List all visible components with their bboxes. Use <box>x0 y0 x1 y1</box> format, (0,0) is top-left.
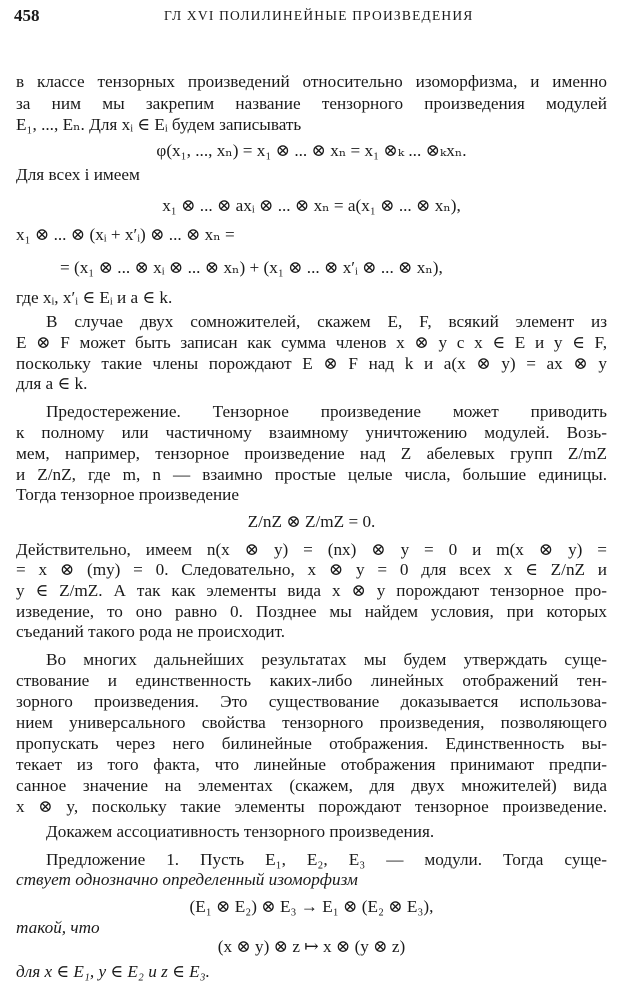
page-header <box>14 6 610 28</box>
text-line: текает из того факта, что линейные отображения принимают предпи- <box>16 755 607 774</box>
text-line: E₁, ..., Eₙ. Для xᵢ ∈ Eᵢ будем записывать <box>16 115 302 134</box>
text-line: в классе тензорных произведений относительно изоморфизма, и именно <box>16 72 607 91</box>
formula-line: x₁ ⊗ ... ⊗ (xᵢ + x′ᵢ) ⊗ ... ⊗ xₙ = <box>16 225 235 244</box>
proposition-line: ствует однозначно определенный изоморфизм <box>16 870 358 889</box>
text-line: к полному или частичному взаимному уничтожению модулей. Возь- <box>16 423 607 442</box>
formula-line: (E₁ ⊗ E₂) ⊗ E₃ → E₁ ⊗ (E₂ ⊗ E₃), <box>189 897 434 916</box>
page-number: 458 <box>14 6 40 25</box>
text-line: В случае двух сомножителей, скажем E, F, всякий элемент из <box>46 312 607 331</box>
text-line: Действительно, имеем n(x ⊗ y) = (nx) ⊗ y = 0 и m(x ⊗ y) = <box>16 540 607 559</box>
text-line: и Z/nZ, где m, n — взаимно простые целые числа, большие единицы. <box>16 465 607 484</box>
formula-line: Z/nZ ⊗ Z/mZ = 0. <box>247 512 376 531</box>
text-line: x ⊗ y, поскольку такие элементы порождают тензорное произведение. <box>16 797 607 816</box>
running-head: ГЛ XVI ПОЛИЛИНЕЙНЫЕ ПРОИЗВЕДЕНИЯ <box>164 8 474 23</box>
text-line: Предостережение. Тензорное произведение может приводить <box>46 402 607 421</box>
text-line: = x ⊗ (my) = 0. Следовательно, x ⊗ y = 0 для всех x ∈ Z/nZ и <box>16 560 607 579</box>
text-line: Тогда тензорное произведение <box>16 485 239 504</box>
text-line: нием универсального свойства тензорного произведения, позволяющего <box>16 713 607 732</box>
text-line: y ∈ Z/mZ. А так как элементы вида x ⊗ y порождают тензорное про- <box>16 581 607 600</box>
formula-line: x₁ ⊗ ... ⊗ axᵢ ⊗ ... ⊗ xₙ = a(x₁ ⊗ ... ⊗ xₙ), <box>162 196 461 215</box>
formula-line: φ(x₁, ..., xₙ) = x₁ ⊗ ... ⊗ xₙ = x₁ ⊗ₖ ... ⊗ₖxₙ. <box>156 141 467 160</box>
text-line: ствование и единственность каких-либо линейных отображений тен- <box>16 671 607 690</box>
text-line: за ним мы закрепим название тензорного произведения модулей <box>16 94 607 113</box>
text-line: где xᵢ, x′ᵢ ∈ Eᵢ и a ∈ k. <box>16 288 173 307</box>
text-line: для x ∈ E₁, y ∈ E₂ и z ∈ E₃. <box>16 962 210 981</box>
text-line: Для всех i имеем <box>16 165 140 184</box>
text-line: поскольку такие члены порождают E ⊗ F над k и a(x ⊗ y) = ax ⊗ y <box>16 354 607 373</box>
text-line: Во многих дальнейших результатах мы будем утверждать суще- <box>46 650 607 669</box>
text-line: пропускать через него билинейные отображения. Единственность вы- <box>16 734 607 753</box>
text-line: мем, например, тензорное произведение над Z абелевых групп Z/mZ <box>16 444 607 463</box>
text-line: Докажем ассоциативность тензорного произведения. <box>46 822 435 841</box>
text-line: изведение, то оно равно 0. Позднее мы найдем условия, при которых <box>16 602 607 621</box>
text-line: для a ∈ k. <box>16 374 88 393</box>
text-line: такой, что <box>16 918 100 937</box>
text-line: съеданий такого рода не происходит. <box>16 622 286 641</box>
formula-line: (x ⊗ y) ⊗ z ↦ x ⊗ (y ⊗ z) <box>217 937 406 956</box>
text-line: санное значение на элементах (скажем, для двух множителей) вида <box>16 776 607 795</box>
text-line: зорного произведения. Это существование доказывается использова- <box>16 692 607 711</box>
formula-line: = (x₁ ⊗ ... ⊗ xᵢ ⊗ ... ⊗ xₙ) + (x₁ ⊗ ... ⊗ x′ᵢ ⊗ ... ⊗ xₙ), <box>60 258 443 277</box>
proposition-line: Предложение 1. Пусть E₁, E₂, E₃ — модули. Тогда суще- <box>46 850 607 869</box>
text-line: E ⊗ F может быть записан как сумма членов x ⊗ y с x ∈ E и y ∈ F, <box>16 333 607 352</box>
